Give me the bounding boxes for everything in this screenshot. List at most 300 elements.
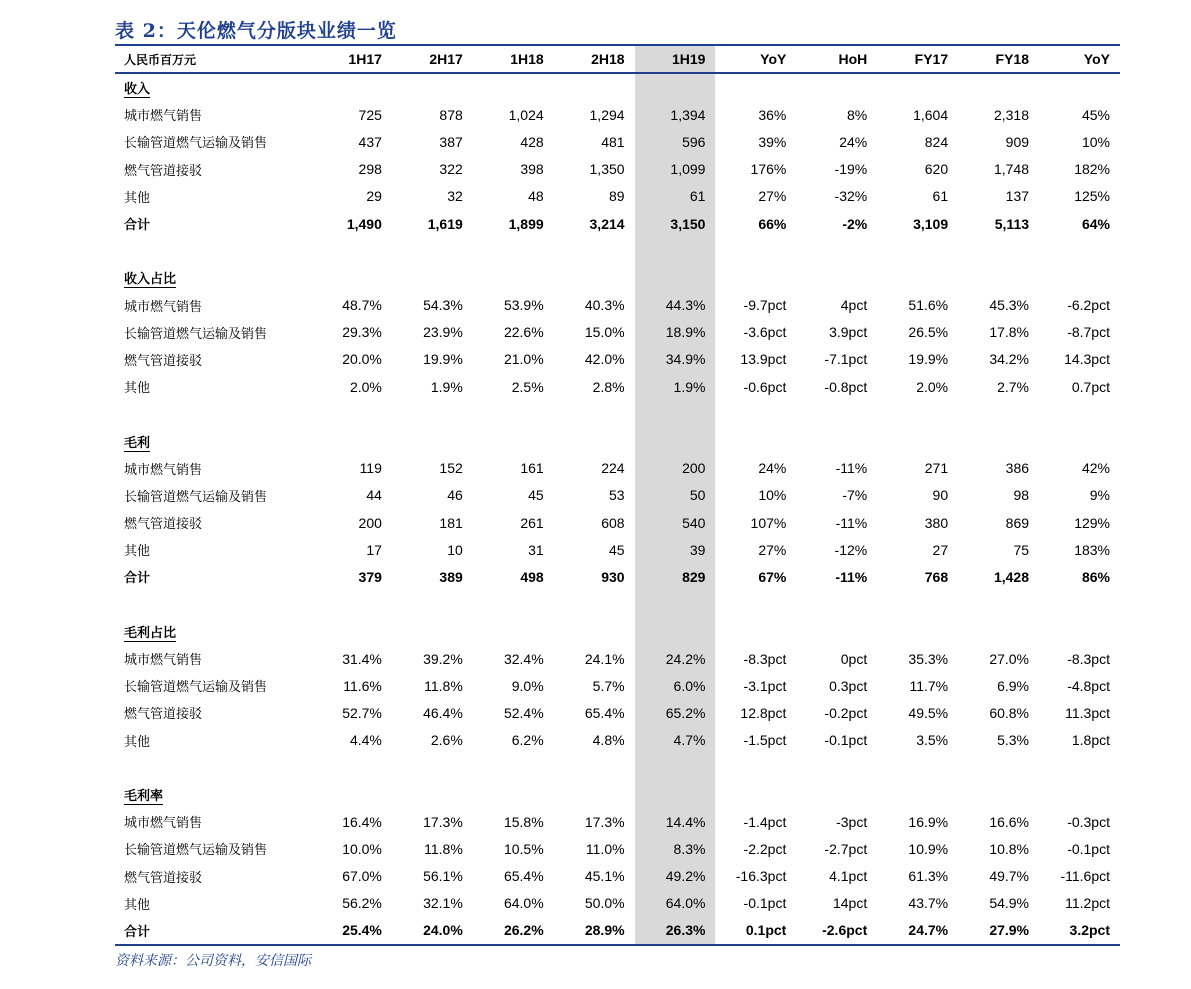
cell	[958, 618, 1039, 645]
label-text: 城市燃气销售	[124, 462, 203, 478]
table-row	[115, 509, 1120, 536]
cell: 31.4%	[342, 650, 382, 667]
label-text: 城市燃气销售	[124, 109, 203, 125]
table-row	[115, 699, 1120, 726]
cell: -0.1pct	[743, 895, 787, 912]
cell	[796, 237, 877, 264]
cell: 17.3%	[584, 813, 625, 830]
total-row	[115, 210, 1120, 237]
cell: 498	[520, 568, 544, 585]
cell: 22.6%	[503, 324, 544, 341]
label-text: 长输管道燃气运输及销售	[124, 843, 268, 859]
cell: 182%	[1074, 161, 1110, 178]
cell	[796, 781, 877, 808]
spacer-row	[115, 754, 1120, 781]
cell	[1039, 618, 1120, 645]
row-label	[115, 210, 311, 237]
cell: 4pct	[840, 297, 868, 314]
cell	[715, 400, 796, 427]
cell: 45	[528, 487, 544, 504]
cell: 28.9%	[554, 917, 635, 945]
cell: 86%	[1081, 568, 1110, 585]
cell: 824	[924, 133, 949, 150]
cell: 386	[1005, 460, 1030, 477]
cell	[392, 754, 473, 781]
table-row	[115, 862, 1120, 889]
cell: 26.5%	[908, 324, 949, 341]
cell: -6.2pct	[1067, 297, 1110, 314]
cell: 10%	[1081, 133, 1110, 150]
cell	[635, 264, 716, 291]
cell: 29	[366, 188, 382, 205]
cell: 24.1%	[584, 650, 625, 667]
label-text: 合计	[124, 924, 151, 940]
cell: 65.4%	[584, 704, 625, 721]
label-text: 合计	[124, 218, 151, 234]
cell: 34.9%	[635, 346, 716, 373]
cell: 261	[520, 514, 544, 531]
cell: 6.2%	[511, 732, 544, 749]
cell: 608	[601, 514, 625, 531]
cell: 398	[520, 161, 544, 178]
cell: 46	[447, 487, 463, 504]
cell: 44	[366, 487, 382, 504]
cell: 48.7%	[342, 297, 382, 314]
cell	[554, 781, 635, 808]
cell: 14.3pct	[1064, 351, 1110, 368]
cell: 119	[359, 460, 382, 477]
section-header-row	[115, 781, 1120, 808]
source-note: 资料来源：公司资料，安信国际	[115, 953, 311, 969]
cell	[311, 618, 392, 645]
cell: 11.8%	[424, 840, 463, 857]
cell	[311, 781, 392, 808]
cell: 19.9%	[423, 351, 463, 368]
cell	[715, 591, 796, 618]
cell: 27.9%	[958, 917, 1039, 945]
cell: 13.9pct	[740, 351, 787, 368]
label-text: 其他	[124, 190, 151, 206]
cell: 21.0%	[503, 351, 544, 368]
cell	[1039, 754, 1120, 781]
cell	[473, 618, 554, 645]
table-row	[115, 808, 1120, 835]
row-label	[115, 808, 311, 835]
cell: 45	[608, 541, 625, 558]
cell: 25.4%	[311, 917, 392, 945]
row-label	[115, 373, 311, 400]
cell	[958, 400, 1039, 427]
row-label	[115, 400, 311, 427]
column-header: FY17	[877, 45, 958, 73]
cell: -1.5pct	[743, 732, 787, 749]
cell: 4.1pct	[829, 868, 868, 885]
cell: 5.7%	[592, 677, 625, 694]
cell: -11%	[835, 460, 868, 477]
label-text: 城市燃气销售	[124, 816, 203, 832]
table-row	[115, 645, 1120, 672]
cell: 49.7%	[989, 868, 1030, 885]
cell: 0pct	[840, 650, 868, 667]
cell: 1.9%	[635, 373, 716, 400]
cell	[877, 618, 958, 645]
row-label	[115, 183, 311, 210]
cell	[1039, 591, 1120, 618]
cell	[311, 73, 392, 101]
cell	[554, 73, 635, 101]
cell	[715, 237, 796, 264]
cell: 90	[932, 487, 949, 504]
column-header: YoY	[715, 45, 796, 73]
cell	[392, 618, 473, 645]
cell: 64.0%	[503, 895, 544, 912]
cell	[635, 754, 716, 781]
cell: 48	[528, 188, 544, 205]
cell: 16.6%	[989, 813, 1030, 830]
cell: 89	[608, 188, 625, 205]
cell: 18.9%	[635, 319, 716, 346]
cell: 3,150	[635, 210, 716, 237]
table-row	[115, 672, 1120, 699]
row-label	[115, 73, 311, 101]
column-header: 1H19	[635, 45, 716, 73]
cell: 200	[358, 514, 382, 531]
cell: 11.7%	[909, 677, 949, 694]
cell	[392, 237, 473, 264]
cell	[877, 400, 958, 427]
cell	[877, 237, 958, 264]
cell	[635, 618, 716, 645]
cell: 75	[1013, 541, 1030, 558]
cell	[958, 73, 1039, 101]
spacer-row	[115, 591, 1120, 618]
cell	[1039, 73, 1120, 101]
label-text: 燃气管道接驳	[124, 353, 203, 369]
cell	[473, 264, 554, 291]
cell	[1039, 264, 1120, 291]
cell: 137	[1005, 188, 1030, 205]
cell: 298	[358, 161, 382, 178]
row-label	[115, 319, 311, 346]
cell: 49.2%	[635, 862, 716, 889]
cell: 224	[601, 460, 625, 477]
cell: 6.9%	[997, 677, 1030, 694]
cell: -8.3pct	[1067, 650, 1110, 667]
label-text: 燃气管道接驳	[124, 707, 203, 723]
cell: 181	[439, 514, 463, 531]
label-text: 收入	[124, 82, 151, 98]
row-label	[115, 101, 311, 128]
cell: 9%	[1089, 487, 1110, 504]
cell: 1,099	[635, 156, 716, 183]
row-label	[115, 156, 311, 183]
cell: 16.9%	[908, 813, 949, 830]
cell: 11.0%	[585, 840, 625, 857]
cell: 200	[635, 455, 716, 482]
cell	[715, 618, 796, 645]
cell: 2.6%	[430, 732, 463, 749]
cell	[311, 237, 392, 264]
cell: 32.4%	[503, 650, 544, 667]
cell: 878	[439, 106, 463, 123]
cell: 42.0%	[584, 351, 625, 368]
label-text: 长输管道燃气运输及销售	[124, 136, 268, 152]
cell: 49.5%	[908, 704, 949, 721]
cell: 45.3%	[989, 297, 1030, 314]
table-row	[115, 727, 1120, 754]
cell	[473, 73, 554, 101]
cell: 0.3pct	[829, 677, 868, 694]
cell: -3.6pct	[743, 324, 787, 341]
cell: 27.0%	[989, 650, 1030, 667]
cell: 322	[439, 161, 463, 178]
label-text: 燃气管道接驳	[124, 163, 203, 179]
table-row	[115, 373, 1120, 400]
cell: 19.9%	[908, 351, 949, 368]
cell: 24%	[839, 133, 868, 150]
row-label	[115, 536, 311, 563]
cell: 44.3%	[635, 292, 716, 319]
cell: 829	[635, 563, 716, 590]
cell	[635, 400, 716, 427]
cell	[1039, 781, 1120, 808]
cell: 98	[1013, 487, 1030, 504]
cell: 125%	[1074, 188, 1110, 205]
cell: -2.6pct	[796, 917, 877, 945]
row-label	[115, 427, 311, 454]
row-label	[115, 835, 311, 862]
cell: -0.1pct	[1067, 840, 1110, 857]
cell	[877, 264, 958, 291]
column-header: HoH	[796, 45, 877, 73]
cell: 2.0%	[349, 378, 382, 395]
cell: 20.0%	[342, 351, 382, 368]
cell	[473, 427, 554, 454]
cell: -11%	[835, 568, 868, 585]
cell	[796, 427, 877, 454]
cell: 64%	[1081, 215, 1110, 232]
cell: 2.8%	[592, 378, 625, 395]
cell: 9.0%	[511, 677, 544, 694]
cell	[796, 400, 877, 427]
cell	[473, 754, 554, 781]
cell: 27%	[758, 541, 787, 558]
cell	[958, 427, 1039, 454]
cell: 61	[635, 183, 716, 210]
cell: 10.5%	[503, 840, 544, 857]
cell: -0.3pct	[1067, 813, 1110, 830]
cell	[635, 427, 716, 454]
cell: 10.9%	[908, 840, 949, 857]
row-label	[115, 781, 311, 808]
table-row	[115, 835, 1120, 862]
cell: 5,113	[994, 215, 1030, 232]
header-row	[115, 45, 1120, 73]
cell	[635, 591, 716, 618]
cell: 1,604	[913, 106, 949, 123]
cell: -4.8pct	[1067, 677, 1110, 694]
row-label	[115, 591, 311, 618]
row-label	[115, 292, 311, 319]
cell: 36%	[758, 106, 787, 123]
cell: 1,024	[508, 106, 544, 123]
cell	[877, 591, 958, 618]
cell	[796, 618, 877, 645]
total-row	[115, 917, 1120, 945]
cell	[392, 427, 473, 454]
table-row	[115, 455, 1120, 482]
cell: 67.0%	[342, 868, 382, 885]
row-label	[115, 890, 311, 917]
cell	[958, 591, 1039, 618]
cell: 0.1pct	[715, 917, 796, 945]
spacer-row	[115, 400, 1120, 427]
cell: 437	[358, 133, 382, 150]
cell	[958, 264, 1039, 291]
cell: 10	[447, 541, 463, 558]
cell: -12%	[834, 541, 868, 558]
cell	[554, 400, 635, 427]
cell	[796, 73, 877, 101]
cell: 50	[635, 482, 716, 509]
cell	[796, 264, 877, 291]
cell: 1,294	[589, 106, 625, 123]
cell: 869	[1005, 514, 1030, 531]
cell	[392, 781, 473, 808]
label-text: 其他	[124, 897, 151, 913]
cell: 40.3%	[584, 297, 625, 314]
column-header: 1H17	[311, 45, 392, 73]
cell	[473, 591, 554, 618]
cell: -16.3pct	[735, 868, 787, 885]
cell: 24.0%	[392, 917, 473, 945]
cell	[635, 237, 716, 264]
cell: -9.7pct	[743, 297, 787, 314]
cell: -7%	[842, 487, 868, 504]
cell: 51.6%	[908, 297, 949, 314]
cell: 129%	[1074, 514, 1110, 531]
cell: 620	[924, 161, 949, 178]
cell: 24.7%	[877, 917, 958, 945]
cell: 66%	[758, 215, 787, 232]
row-label	[115, 455, 311, 482]
cell: 3.9pct	[829, 324, 868, 341]
cell: 67%	[758, 568, 787, 585]
cell	[311, 754, 392, 781]
cell: 14.4%	[635, 808, 716, 835]
table-title: 表 2：天伦燃气分版块业绩一览	[115, 20, 397, 42]
cell: 27	[932, 541, 949, 558]
table-row	[115, 346, 1120, 373]
cell: 17.3%	[423, 813, 463, 830]
cell	[958, 781, 1039, 808]
cell	[473, 237, 554, 264]
label-text: 毛利	[124, 435, 151, 451]
cell	[1039, 427, 1120, 454]
cell: 930	[601, 568, 625, 585]
row-label	[115, 264, 311, 291]
cell: -8.7pct	[1067, 324, 1110, 341]
cell: -0.2pct	[824, 704, 868, 721]
cell: 540	[635, 509, 716, 536]
cell: 39%	[758, 133, 787, 150]
cell: -0.6pct	[743, 378, 787, 395]
cell: 65.2%	[635, 699, 716, 726]
cell: 17	[366, 541, 382, 558]
cell: 45%	[1081, 106, 1110, 123]
cell: -11%	[835, 514, 868, 531]
section-header-row	[115, 264, 1120, 291]
cell: 1,490	[346, 215, 382, 232]
cell: 11.2pct	[1065, 895, 1110, 912]
table-row	[115, 482, 1120, 509]
column-header: 1H18	[473, 45, 554, 73]
label-text: 城市燃气销售	[124, 299, 203, 315]
label-text: 其他	[124, 734, 151, 750]
cell: 26.3%	[635, 917, 716, 945]
cell: 52.4%	[503, 704, 544, 721]
cell: -2.7pct	[824, 840, 868, 857]
cell	[715, 264, 796, 291]
row-label	[115, 618, 311, 645]
cell: -3.1pct	[743, 677, 787, 694]
cell	[554, 754, 635, 781]
cell	[392, 591, 473, 618]
cell: 152	[439, 460, 463, 477]
column-header: FY18	[958, 45, 1039, 73]
cell: -2.2pct	[743, 840, 787, 857]
cell: 61	[932, 188, 949, 205]
cell: 389	[439, 568, 463, 585]
cell: 3,214	[589, 215, 625, 232]
cell: -0.8pct	[824, 378, 868, 395]
cell	[554, 427, 635, 454]
row-label	[115, 917, 311, 945]
cell	[796, 754, 877, 781]
cell: 32.1%	[423, 895, 463, 912]
cell	[392, 400, 473, 427]
cell: 1,350	[589, 161, 625, 178]
label-text: 燃气管道接驳	[124, 870, 203, 886]
cell	[877, 73, 958, 101]
row-label	[115, 128, 311, 155]
cell: 161	[520, 460, 544, 477]
table-row	[115, 128, 1120, 155]
table-row	[115, 890, 1120, 917]
column-header: 2H17	[392, 45, 473, 73]
cell: 107%	[750, 514, 787, 531]
cell: 53.9%	[503, 297, 544, 314]
cell: 3,109	[913, 215, 949, 232]
cell: 387	[439, 133, 463, 150]
cell	[1039, 237, 1120, 264]
cell: 45.1%	[584, 868, 625, 885]
cell: 3.5%	[916, 732, 949, 749]
cell: 32	[447, 188, 463, 205]
cell: 271	[924, 460, 949, 477]
cell: -32%	[834, 188, 868, 205]
cell: 23.9%	[423, 324, 463, 341]
table-row	[115, 101, 1120, 128]
row-label	[115, 482, 311, 509]
section-header-row	[115, 427, 1120, 454]
cell	[715, 754, 796, 781]
label-text: 合计	[124, 571, 151, 587]
cell: 1,619	[427, 215, 463, 232]
cell: 768	[924, 568, 949, 585]
cell: 2.0%	[916, 378, 949, 395]
cell: -3pct	[836, 813, 868, 830]
